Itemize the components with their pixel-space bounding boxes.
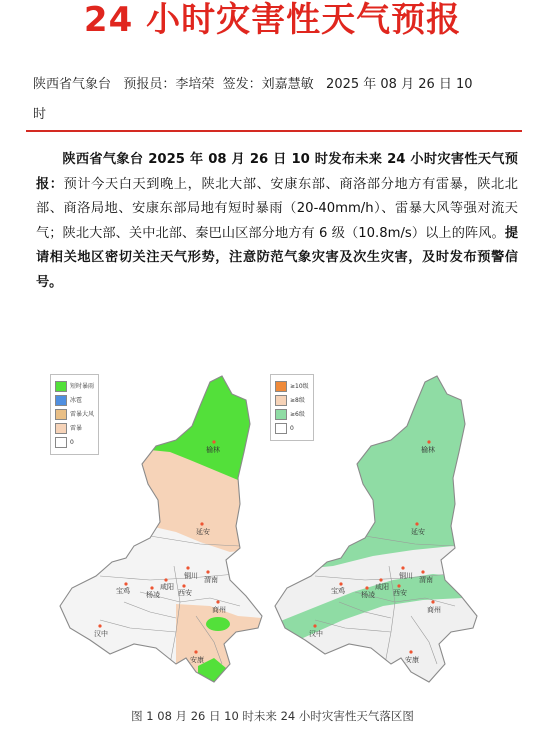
legend-item: [55, 423, 94, 434]
city-label-yanan: 延安: [196, 528, 210, 536]
legend-item: [275, 381, 309, 392]
city-label-hanzhong: 汉中: [94, 630, 108, 638]
legend-label: 雷暴: [70, 424, 83, 432]
legend-item: [55, 437, 94, 448]
city-label-baoji: 宝鸡: [331, 587, 345, 595]
legend-label: 短时暴雨: [70, 382, 95, 390]
city-label-tongchuan: 铜川: [399, 572, 413, 580]
city-label-yulin: 榆林: [206, 446, 220, 454]
legend-label: 雷暴大风: [70, 410, 95, 418]
city-label-yanan: 延安: [411, 528, 425, 536]
rainstorm-zone-shangluo: [206, 617, 230, 631]
city-label-ankang: 安康: [405, 656, 419, 664]
forecast-title: 24 小时灾害性天气预报: [83, 0, 462, 40]
forecast-text: 预计今天白天到晚上，陕北大部、安康东部、商洛部分地方有雷暴，陕北北部、商洛局地、安康东部局地有短时暴雨（20-40mm/h）、雷暴大风等强对流天气；陕北大部、关中北部、秦巴山区部分地方有 6 级（10.8m/s）以上的阵风。: [36, 176, 518, 241]
issuer-info: [33, 70, 518, 130]
legend-label: ≥10级: [290, 382, 309, 390]
gust-map: [273, 366, 545, 706]
city-label-baoji: 宝鸡: [116, 587, 130, 595]
city-label-xianyang: 咸阳: [160, 583, 174, 591]
city-label-yulin: 榆林: [421, 446, 435, 454]
legend-item: [55, 395, 94, 406]
city-label-shangzhou: 商州: [427, 606, 441, 614]
legend-item: [275, 395, 309, 406]
city-label-ankang: 安康: [190, 656, 204, 664]
issuer-line-2: 时: [33, 107, 47, 122]
thunder-rain-map: [0, 366, 272, 706]
legend-swatch: [55, 381, 67, 392]
thunder-rain-legend: [50, 374, 99, 455]
legend-swatch: [55, 409, 67, 420]
legend-item: [55, 409, 94, 420]
gust-zone-north: [273, 366, 545, 572]
legend-label: ≥8级: [290, 396, 305, 404]
city-label-yangling: 杨凌: [146, 591, 160, 599]
city-label-xian: 西安: [178, 589, 192, 597]
city-label-tongchuan: 铜川: [184, 572, 198, 580]
city-label-weinan: 渭南: [204, 576, 218, 584]
legend-swatch: [55, 437, 67, 448]
legend-label: 0: [70, 438, 74, 446]
forecast-body: [36, 148, 518, 296]
legend-swatch: [275, 381, 287, 392]
legend-item: [275, 409, 309, 420]
legend-swatch: [55, 395, 67, 406]
legend-item: [275, 423, 309, 434]
legend-swatch: [275, 395, 287, 406]
forecast-lead: 陕西省气象台 2025 年 08 月 26 日 10 时发布未来 24 小时灾害性天气预报：: [36, 152, 518, 192]
legend-label: 0: [290, 424, 294, 432]
red-divider: [26, 130, 522, 132]
gust-legend: [270, 374, 314, 441]
city-label-xianyang: 咸阳: [375, 583, 389, 591]
city-label-yangling: 杨凌: [361, 591, 375, 599]
issuer-line-1: 陕西省气象台 预报员：李培荣 签发：刘嘉慧敏 2025 年 08 月 26 日 10: [33, 77, 473, 92]
legend-item: [55, 381, 94, 392]
legend-swatch: [55, 423, 67, 434]
forecast-maps: [0, 366, 545, 706]
city-label-xian: 西安: [393, 589, 407, 597]
forecast-advice: 提请相关地区密切关注天气形势，注意防范气象灾害及次生灾害，及时发布预警信号。: [36, 225, 518, 290]
city-label-hanzhong: 汉中: [309, 630, 323, 638]
legend-label: 冰雹: [70, 396, 83, 404]
legend-swatch: [275, 423, 287, 434]
figure-caption: 图 1 08 月 26 日 10 时未来 24 小时灾害性天气落区图: [131, 709, 414, 723]
city-label-weinan: 渭南: [419, 576, 433, 584]
legend-label: ≥6级: [290, 410, 305, 418]
legend-swatch: [275, 409, 287, 420]
city-label-shangzhou: 商州: [212, 606, 226, 614]
